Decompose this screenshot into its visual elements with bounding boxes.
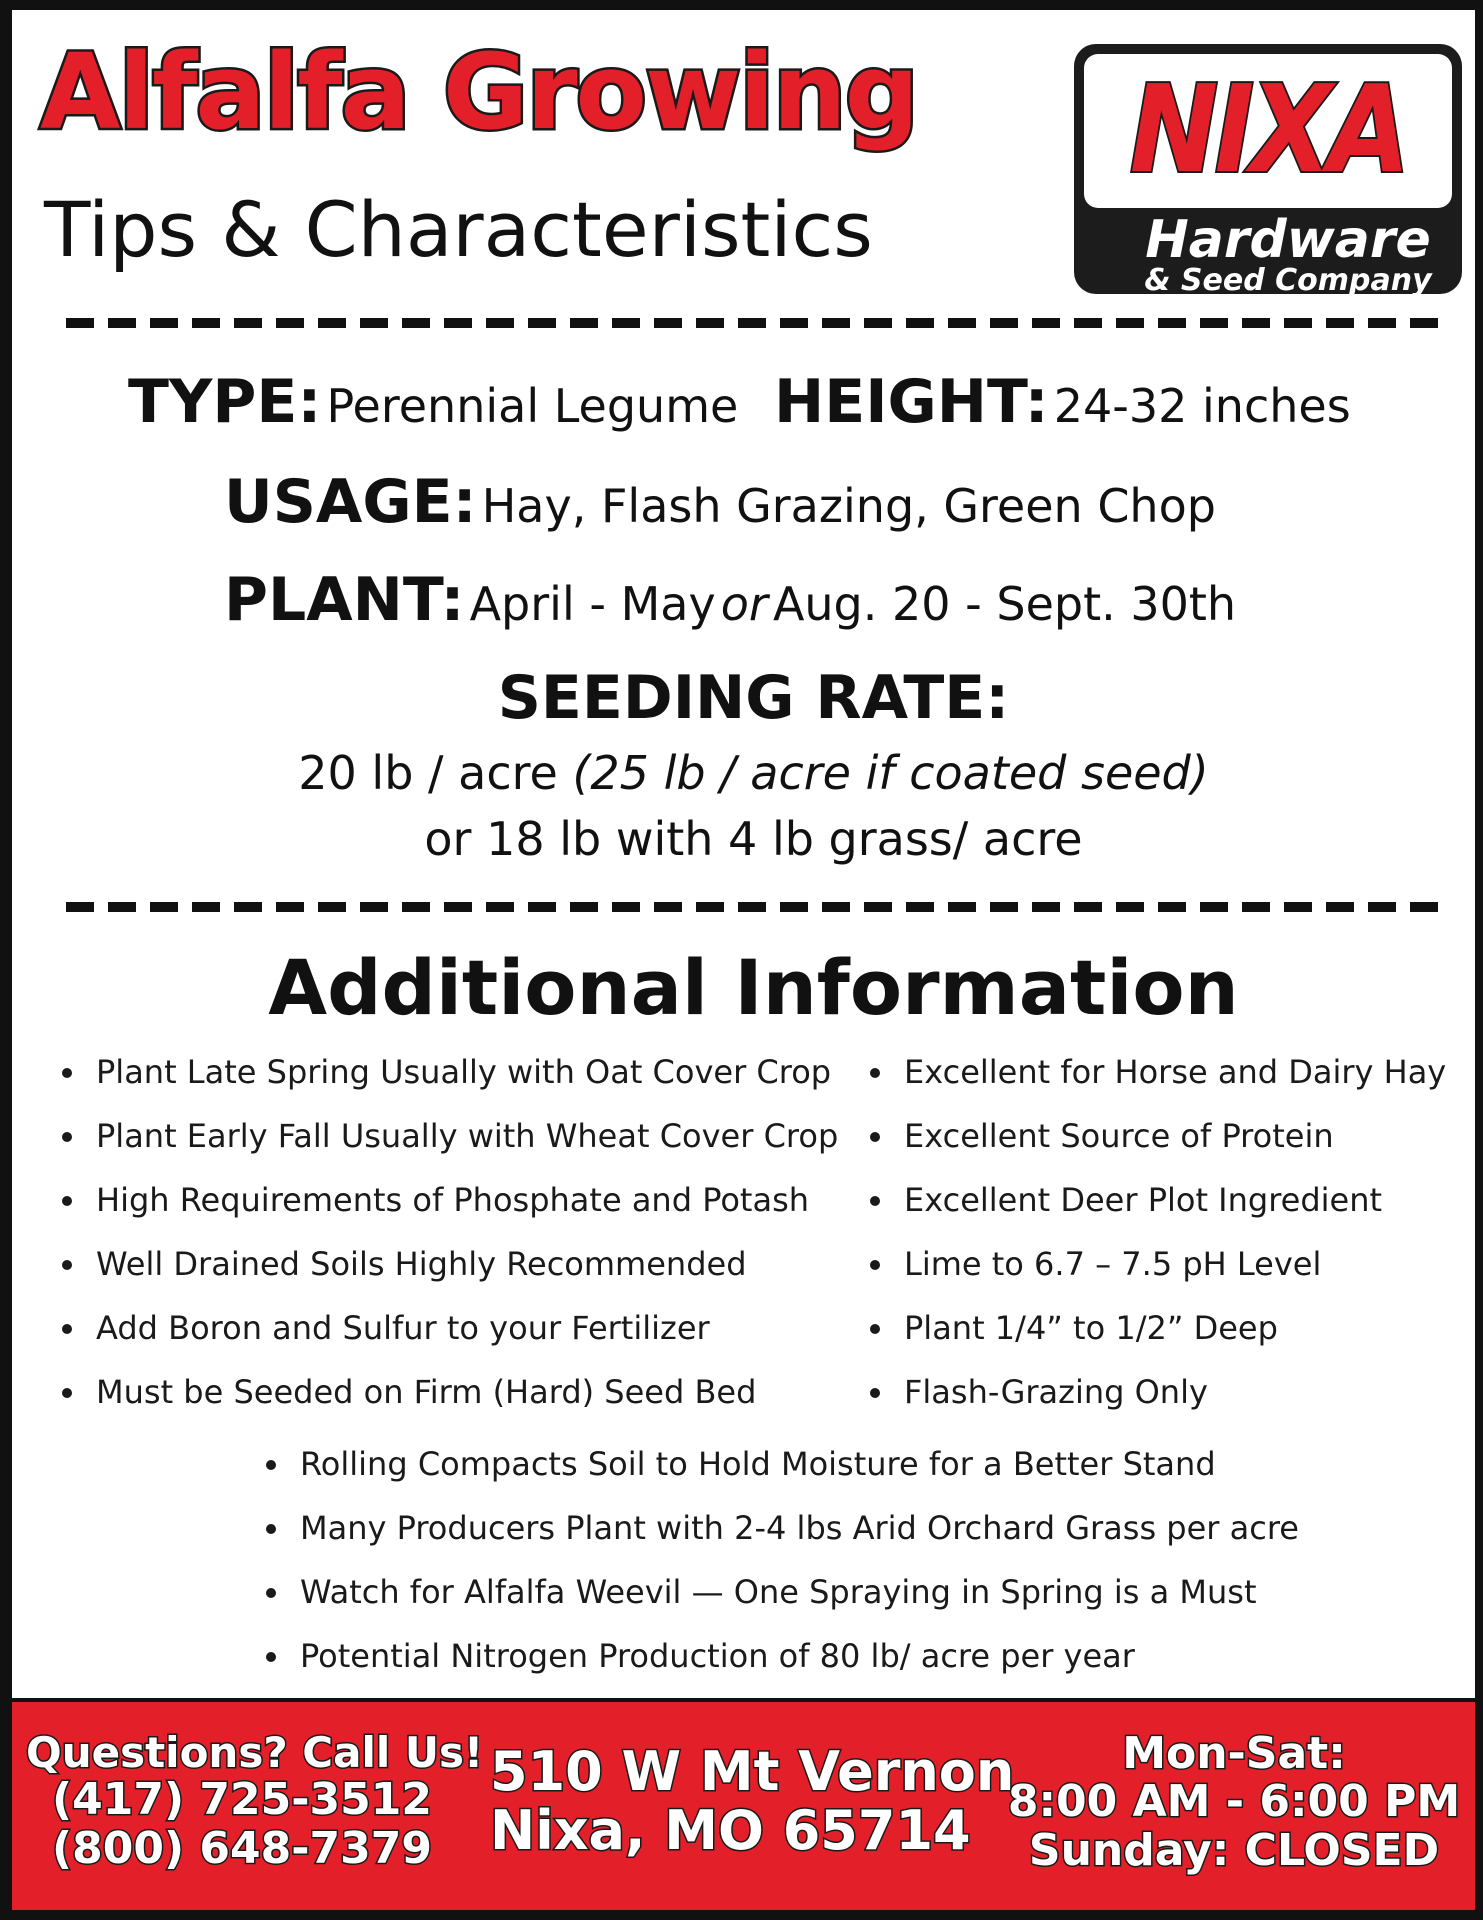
- address-line1: 510 W Mt Vernon: [490, 1740, 1015, 1803]
- footer-hours: [1004, 1730, 1464, 1875]
- list-item: Well Drained Soils Highly Recommended: [62, 1232, 838, 1296]
- list-item: Excellent Source of Protein: [870, 1104, 1446, 1168]
- seeding-rate-line2: or 18 lb with 4 lb grass/ acre: [424, 812, 1083, 866]
- seeding-rate-line1-plain: 20 lb / acre: [298, 746, 558, 800]
- list-item: Lime to 6.7 – 7.5 pH Level: [870, 1232, 1446, 1296]
- hours-weekday: 8:00 AM - 6:00 PM: [1007, 1776, 1461, 1828]
- phone-local: (417) 725-3512: [52, 1774, 432, 1826]
- type-spec: [128, 367, 739, 437]
- list-item: High Requirements of Phosphate and Potash: [62, 1168, 838, 1232]
- plant-value-a: April - May: [469, 577, 716, 631]
- hours-sunday: Sunday: CLOSED: [1028, 1824, 1440, 1876]
- additional-info-heading: Additional Information: [268, 943, 1239, 1032]
- height-value: 24-32 inches: [1053, 379, 1351, 433]
- list-item: Potential Nitrogen Production of 80 lb/ acre per year: [266, 1624, 1299, 1688]
- logo-line2: & Seed Company: [1144, 263, 1432, 298]
- plant-value-or: or: [720, 577, 768, 631]
- logo-brand-panel: [1084, 54, 1452, 208]
- list-item: Excellent for Horse and Dairy Hay: [870, 1040, 1446, 1104]
- list-item: Watch for Alfalfa Weevil — One Spraying in Spring is a Must: [266, 1560, 1299, 1624]
- flyer-sheet: [12, 10, 1475, 1698]
- dashed-divider-top: [66, 318, 1438, 328]
- contact-heading: Questions? Call Us!: [26, 1728, 484, 1777]
- seeding-rate-line1: [12, 746, 1483, 800]
- list-item: Many Producers Plant with 2-4 lbs Arid Orchard Grass per acre: [266, 1496, 1299, 1560]
- list-item: Must be Seeded on Firm (Hard) Seed Bed: [62, 1360, 838, 1424]
- list-item: Plant Late Spring Usually with Oat Cover Crop: [62, 1040, 838, 1104]
- usage-spec: [224, 467, 1216, 537]
- address-line2: Nixa, MO 65714: [490, 1799, 971, 1863]
- logo-line1: Hardware: [1145, 210, 1431, 270]
- footer-address: [490, 1740, 1015, 1863]
- list-item: Add Boron and Sulfur to your Fertilizer: [62, 1296, 838, 1360]
- type-label: TYPE:: [128, 367, 322, 437]
- contact-footer: [12, 1702, 1475, 1910]
- plant-spec: [224, 565, 1237, 635]
- list-item: Excellent Deer Plot Ingredient: [870, 1168, 1446, 1232]
- plant-value-b: Aug. 20 - Sept. 30th: [772, 577, 1237, 631]
- hours-heading: Mon-Sat:: [1122, 1728, 1346, 1779]
- plant-label: PLANT:: [224, 565, 465, 635]
- list-item: Plant Early Fall Usually with Wheat Cover Crop: [62, 1104, 838, 1168]
- type-value: Perennial Legume: [326, 379, 739, 433]
- seeding-rate-line1-italic: (25 lb / acre if coated seed): [572, 746, 1209, 800]
- flyer-title: Alfalfa Growing: [40, 31, 918, 153]
- phone-tollfree: (800) 648-7379: [52, 1822, 432, 1874]
- usage-value: Hay, Flash Grazing, Green Chop: [481, 479, 1216, 533]
- dashed-divider-bottom: [66, 902, 1438, 912]
- list-item: Flash-Grazing Only: [870, 1360, 1446, 1424]
- list-item: Plant 1/4” to 1/2” Deep: [870, 1296, 1446, 1360]
- left-bullet-list: [62, 1040, 838, 1424]
- usage-label: USAGE:: [224, 467, 477, 537]
- bottom-bullet-list: [266, 1432, 1299, 1688]
- seeding-rate-heading: SEEDING RATE:: [497, 663, 1010, 733]
- flyer-subtitle: Tips & Characteristics: [44, 185, 873, 274]
- right-bullet-list: [870, 1040, 1446, 1424]
- nixa-logo: [1074, 44, 1462, 298]
- logo-brand-text: NIXA: [1129, 61, 1407, 200]
- height-spec: [774, 367, 1351, 437]
- footer-contact: [26, 1728, 484, 1874]
- list-item: Rolling Compacts Soil to Hold Moisture for a Better Stand: [266, 1432, 1299, 1496]
- height-label: HEIGHT:: [774, 367, 1049, 437]
